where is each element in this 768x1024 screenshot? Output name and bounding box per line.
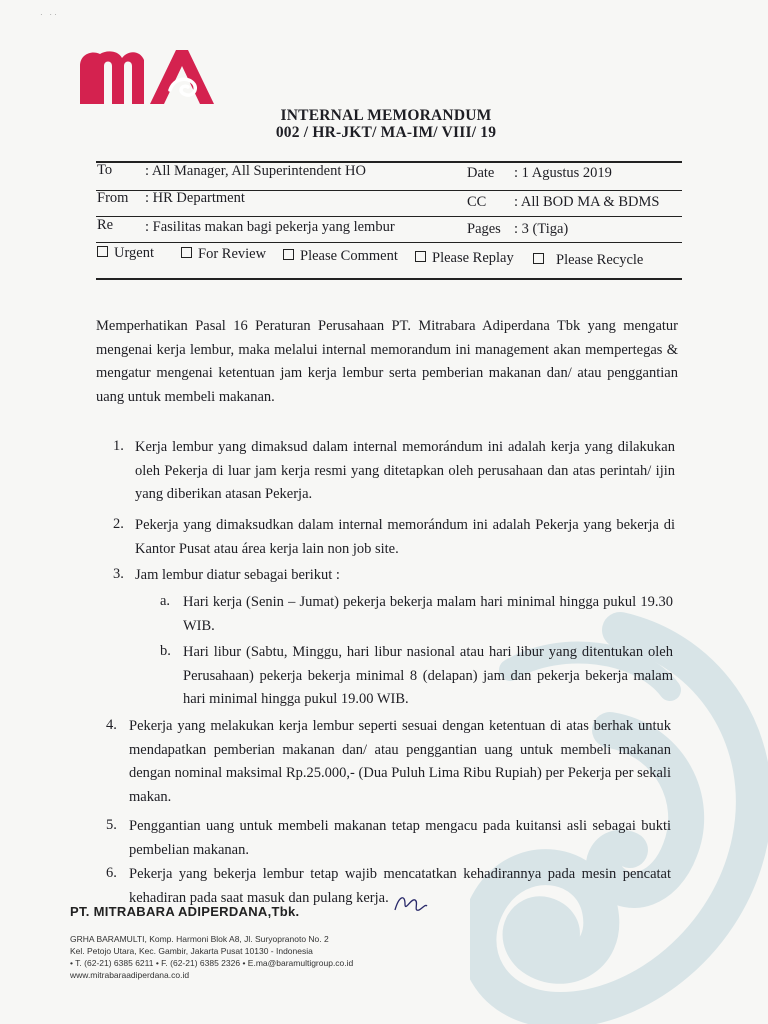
footer-company-name: PT. MITRABARA ADIPERDANA,Tbk. <box>70 904 300 919</box>
footer-address-line: GRHA BARAMULTI, Komp. Harmoni Blok A8, Jl. Suryopranoto No. 2 <box>70 934 329 944</box>
pages-value: : 3 (Tiga) <box>514 221 569 237</box>
checkbox-for-review[interactable] <box>181 246 266 263</box>
list-item: Pekerja yang dimaksudkan dalam internal memorándum ini adalah Pekerja yang bekerja di Kantor Pusat atau área kerja lain non job site. <box>135 517 675 557</box>
item-number: 1. <box>113 438 124 454</box>
checkbox-label: Urgent <box>114 245 155 261</box>
checkbox-box-icon <box>533 253 544 264</box>
footer-contact-line: • T. (62-21) 6385 6211 • F. (62-21) 6385 2326 • E.ma@baramultigroup.co.id <box>70 958 354 968</box>
checkbox-please-recycle[interactable] <box>533 252 643 269</box>
checkbox-box-icon <box>283 249 294 260</box>
list-item: Pekerja yang melakukan kerja lembur seperti sesuai dengan ketentuan di atas berhak untuk mendapatkan pemberian makanan dan/ atau penggantian uang untuk membeli makanan dengan nominal maksimal Rp.25.000,- (Dua Puluh Lima Ribu Rupiah) per Pekerja per sekali makan. <box>129 718 671 805</box>
header-rule-bottom <box>96 278 682 280</box>
footer-website: www.mitrabaraadiperdana.co.id <box>70 970 190 980</box>
checkbox-please-replay[interactable] <box>415 250 514 267</box>
re-value: : Fasilitas makan bagi pekerja yang lembur <box>145 219 395 235</box>
to-label: To <box>97 162 113 178</box>
memo-number: 002 / HR-JKT/ MA-IM/ VIII/ 19 <box>275 124 497 141</box>
item-number: 5. <box>106 817 117 833</box>
pages-label: Pages <box>467 221 501 237</box>
sub-list-item: Hari libur (Sabtu, Minggu, hari libur nasional atau hari libur yang ditentukan oleh Perusahaan) pekerja bekerja minimal 8 (delapan) jam dan pekerja bekerja malam hari minimal hingga pukul 19.00 WIB. <box>183 644 673 707</box>
checkbox-label: Please Recycle <box>556 252 644 268</box>
checkbox-box-icon <box>181 247 192 258</box>
subitem-letter: b. <box>160 643 171 659</box>
signature-initial <box>393 888 429 918</box>
intro-paragraph: Memperhatikan Pasal 16 Peraturan Perusahaan PT. Mitrabara Adiperdana Tbk yang mengatur mengenai kerja lembur, maka melalui internal memorandum ini management akan mempertegas & mengatur mengenai ketentuan jam kerja lembur serta pemberian makanan dan/ atau penggantian uang untuk membeli makanan. <box>96 318 678 405</box>
list-item: Jam lembur diatur sebagai berikut : <box>135 567 340 583</box>
from-value: : HR Department <box>145 190 245 206</box>
checkbox-label: Please Replay <box>432 250 514 266</box>
checkbox-box-icon <box>415 251 426 262</box>
header-rule <box>96 242 682 243</box>
list-item: Pekerja yang bekerja lembur tetap wajib mencatatkan kehadirannya pada mesin pencatat kehadiran pada saat masuk dan pulang kerja. <box>129 866 671 906</box>
item-number: 6. <box>106 865 117 881</box>
date-value: : 1 Agustus 2019 <box>514 165 612 181</box>
item-number: 2. <box>113 516 124 532</box>
header-rule <box>96 216 682 217</box>
subitem-letter: a. <box>160 593 171 609</box>
item-number: 3. <box>113 566 124 582</box>
checkbox-box-icon <box>97 246 108 257</box>
sub-list-item: Hari kerja (Senin – Jumat) pekerja bekerja malam hari minimal hingga pukul 19.30 WIB. <box>183 594 673 634</box>
from-label: From <box>97 190 129 206</box>
checkbox-label: For Review <box>198 246 267 262</box>
checkbox-urgent[interactable] <box>97 245 154 262</box>
date-label: Date <box>467 165 495 181</box>
company-logo <box>78 44 218 110</box>
list-item: Penggantian uang untuk membeli makanan tetap mengacu pada kuitansi asli sebagai bukti pembelian makanan. <box>129 818 671 858</box>
cc-label: CC <box>467 194 487 210</box>
list-item: Kerja lembur yang dimaksud dalam internal memorándum ini adalah kerja yang dilakukan oleh Pekerja di luar jam kerja resmi yang ditetapkan oleh perusahaan dan atas perintah/ ijin yang diberikan atasan Pekerja. <box>135 439 675 502</box>
cc-value: : All BOD MA & BDMS <box>514 194 660 210</box>
footer-address-line: Kel. Petojo Utara, Kec. Gambir, Jakarta Pusat 10130 - Indonesia <box>70 946 313 956</box>
scan-artifact: · · · <box>40 10 57 19</box>
checkbox-please-comment[interactable] <box>283 248 398 265</box>
item-number: 4. <box>106 717 117 733</box>
checkbox-label: Please Comment <box>300 248 398 264</box>
to-value: : All Manager, All Superintendent HO <box>145 163 366 179</box>
re-label: Re <box>97 217 114 233</box>
memo-title: INTERNAL MEMORANDUM <box>280 107 492 124</box>
